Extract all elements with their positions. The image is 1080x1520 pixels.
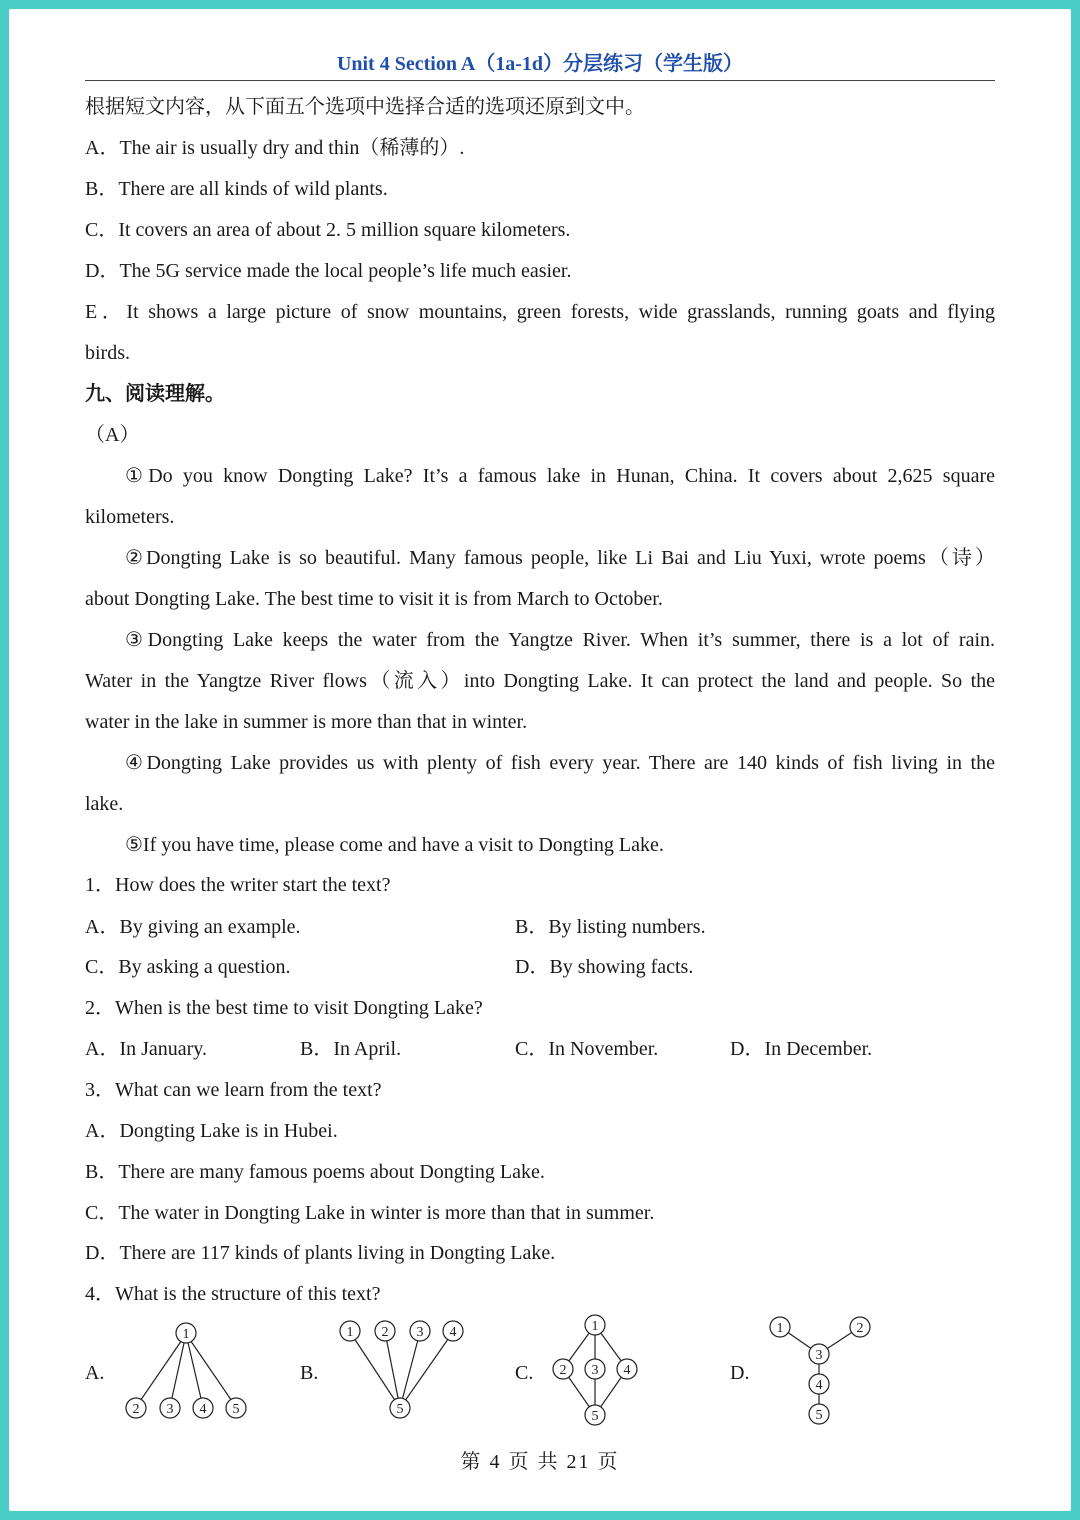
question-3-option-d[interactable]: D．There are 117 kinds of plants living in Dongting Lake. xyxy=(85,1242,556,1264)
passage-line: ④Dongting Lake provides us with plenty of fish every year. There are 140 kinds of fish living in the xyxy=(125,752,995,774)
question-1-option-c[interactable]: C．By asking a question. xyxy=(85,956,291,978)
question-2-option-d[interactable]: D．In December. xyxy=(730,1038,873,1060)
diagram-node-label: 5 xyxy=(232,1402,240,1417)
structure-diagram-a xyxy=(119,1317,259,1427)
question-4-option-a-label[interactable]: A. xyxy=(85,1362,105,1384)
diagram-node-label: 4 xyxy=(449,1325,457,1340)
section-title: 九、阅读理解。 xyxy=(85,383,225,405)
diagram-node-label: 2 xyxy=(132,1402,140,1417)
passage-line: kilometers. xyxy=(85,506,175,528)
cloze-option-a: A．The air is usually dry and thin（稀薄的）. xyxy=(85,137,465,159)
diagram-node-label: 3 xyxy=(815,1348,823,1363)
question-3-option-a[interactable]: A．Dongting Lake is in Hubei. xyxy=(85,1120,338,1142)
diagram-node-label: 2 xyxy=(559,1363,567,1378)
passage-line: water in the lake in summer is more than that in winter. xyxy=(85,711,528,733)
question-1-option-a[interactable]: A．By giving an example. xyxy=(85,916,301,938)
question-4-option-d-label[interactable]: D. xyxy=(730,1362,750,1384)
passage-line: ①Do you know Dongting Lake? It’s a famous lake in Hunan, China. It covers about 2,625 square xyxy=(125,465,995,487)
question-2-stem: 2．When is the best time to visit Dongting Lake? xyxy=(85,997,483,1019)
page-header-title: Unit 4 Section A（1a-1d）分层练习（学生版） xyxy=(336,53,744,75)
diagram-node-label: 1 xyxy=(182,1327,190,1342)
diagram-node-label: 4 xyxy=(623,1363,631,1378)
passage-line: about Dongting Lake. The best time to visit it is from March to October. xyxy=(85,588,663,610)
question-3-stem: 3．What can we learn from the text? xyxy=(85,1079,382,1101)
question-4-option-c-label[interactable]: C. xyxy=(515,1362,534,1384)
passage-line: Water in the Yangtze River flows（流入）into Dongting Lake. It can protect the land and people. So the xyxy=(85,670,995,692)
diagram-node-label: 4 xyxy=(815,1378,823,1393)
cloze-option-e: E．It shows a large picture of snow mountains, green forests, wide grasslands, running goats and flying xyxy=(85,301,995,323)
page-footer: 第 4 页 共 21 页 xyxy=(460,1451,620,1473)
diagram-node-label: 5 xyxy=(396,1402,404,1417)
diagram-node-label: 4 xyxy=(199,1402,207,1417)
structure-diagram-d xyxy=(761,1313,881,1431)
question-2-option-a[interactable]: A．In January. xyxy=(85,1038,208,1060)
passage-label: （A） xyxy=(85,424,140,446)
question-3-option-b[interactable]: B．There are many famous poems about Dongting Lake. xyxy=(85,1161,545,1183)
header-divider xyxy=(85,80,995,81)
diagram-node-label: 1 xyxy=(591,1319,599,1334)
question-1-option-d[interactable]: D．By showing facts. xyxy=(515,956,694,978)
cloze-option-c: C．It covers an area of about 2. 5 million square kilometers. xyxy=(85,219,571,241)
diagram-node-label: 2 xyxy=(856,1321,864,1336)
cloze-option-d: D．The 5G service made the local people’s life much easier. xyxy=(85,260,572,282)
passage-line: ⑤If you have time, please come and have a visit to Dongting Lake. xyxy=(125,834,664,856)
diagram-node-label: 1 xyxy=(776,1321,784,1336)
passage-line: lake. xyxy=(85,793,124,815)
passage-line: ③Dongting Lake keeps the water from the Yangtze River. When it’s summer, there is a lot of rain. xyxy=(125,629,995,651)
question-2-option-b[interactable]: B．In April. xyxy=(300,1038,402,1060)
document-page xyxy=(9,9,1071,1511)
structure-diagram-b xyxy=(331,1315,471,1427)
instruction-text: 根据短文内容，从下面五个选项中选择合适的选项还原到文中。 xyxy=(85,96,645,118)
cloze-option-b: B．There are all kinds of wild plants. xyxy=(85,178,388,200)
cloze-option-e-cont: birds. xyxy=(85,342,130,364)
diagram-node-label: 3 xyxy=(166,1402,174,1417)
passage-line: ②Dongting Lake is so beautiful. Many famous people, like Li Bai and Liu Yuxi, wrote poems（诗） xyxy=(125,547,995,569)
diagram-node-label: 3 xyxy=(416,1325,424,1340)
diagram-node-label: 1 xyxy=(346,1325,354,1340)
diagram-node-label: 5 xyxy=(815,1408,823,1423)
question-1-option-b[interactable]: B．By listing numbers. xyxy=(515,916,706,938)
diagram-node-label: 2 xyxy=(381,1325,389,1340)
diagram-node-label: 5 xyxy=(591,1409,599,1424)
question-2-option-c[interactable]: C．In November. xyxy=(515,1038,659,1060)
structure-diagram-c xyxy=(547,1313,647,1431)
question-4-option-b-label[interactable]: B. xyxy=(300,1362,319,1384)
question-1-stem: 1．How does the writer start the text? xyxy=(85,874,391,896)
diagram-node-label: 3 xyxy=(591,1363,599,1378)
question-4-stem: 4．What is the structure of this text? xyxy=(85,1283,381,1305)
question-3-option-c[interactable]: C．The water in Dongting Lake in winter is more than that in summer. xyxy=(85,1202,655,1224)
